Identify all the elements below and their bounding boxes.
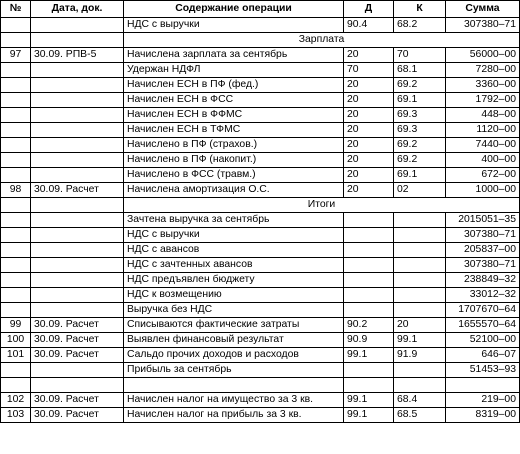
cell-description: Удержан НДФЛ <box>124 63 344 78</box>
cell-num <box>1 243 31 258</box>
cell-description: НДС с зачтенных авансов <box>124 258 344 273</box>
cell-sum: 219–00 <box>446 393 520 408</box>
table-row <box>1 303 520 318</box>
cell-num <box>1 78 31 93</box>
cell-sum: 7280–00 <box>446 63 520 78</box>
cell-date: 30.09. РПВ-5 <box>31 48 124 63</box>
cell-debit: 20 <box>344 183 394 198</box>
cell-sum <box>446 378 520 393</box>
cell-description: Сальдо прочих доходов и расходов <box>124 348 344 363</box>
cell-credit <box>394 258 446 273</box>
table-row <box>1 393 520 408</box>
header-num: № <box>1 1 31 18</box>
cell-sum: 448–00 <box>446 108 520 123</box>
table-row <box>1 63 520 78</box>
cell-date <box>31 138 124 153</box>
cell-debit <box>344 228 394 243</box>
table-row <box>1 318 520 333</box>
cell-description: Начислен ЕСН в ПФ (фед.) <box>124 78 344 93</box>
cell-debit <box>344 213 394 228</box>
cell-num <box>1 228 31 243</box>
cell-date: 30.09. Расчет <box>31 318 124 333</box>
cell-num <box>1 108 31 123</box>
cell-debit: 99.1 <box>344 348 394 363</box>
cell-sum: 646–07 <box>446 348 520 363</box>
table-row <box>1 123 520 138</box>
table-row <box>1 138 520 153</box>
cell-date <box>31 168 124 183</box>
cell-date <box>31 93 124 108</box>
cell-debit <box>344 273 394 288</box>
cell-empty <box>1 198 31 213</box>
cell-description: Начислен налог на прибыль за 3 кв. <box>124 408 344 423</box>
cell-credit <box>394 228 446 243</box>
cell-credit: 70 <box>394 48 446 63</box>
cell-credit: 69.2 <box>394 153 446 168</box>
cell-sum: 2015051–35 <box>446 213 520 228</box>
cell-debit <box>344 288 394 303</box>
cell-debit: 20 <box>344 138 394 153</box>
cell-sum: 1792–00 <box>446 93 520 108</box>
cell-credit <box>394 273 446 288</box>
cell-credit: 68.5 <box>394 408 446 423</box>
cell-description: Начислен налог на имущество за 3 кв. <box>124 393 344 408</box>
cell-debit <box>344 258 394 273</box>
cell-date: 30.09. Расчет <box>31 183 124 198</box>
cell-credit: 69.1 <box>394 93 446 108</box>
table-row <box>1 153 520 168</box>
cell-debit: 20 <box>344 48 394 63</box>
cell-debit: 90.4 <box>344 18 394 33</box>
cell-date <box>31 363 124 378</box>
cell-num: 101 <box>1 348 31 363</box>
cell-sum: 1120–00 <box>446 123 520 138</box>
cell-credit <box>394 363 446 378</box>
cell-description: НДС с выручки <box>124 228 344 243</box>
cell-sum: 307380–71 <box>446 228 520 243</box>
cell-empty <box>31 198 124 213</box>
cell-credit <box>394 288 446 303</box>
cell-date <box>31 243 124 258</box>
cell-num <box>1 138 31 153</box>
cell-num <box>1 258 31 273</box>
cell-description: Начислена амортизация О.С. <box>124 183 344 198</box>
cell-description: Начислена зарплата за сентябрь <box>124 48 344 63</box>
cell-sum: 56000–00 <box>446 48 520 63</box>
cell-sum: 400–00 <box>446 153 520 168</box>
table-row <box>1 213 520 228</box>
cell-credit: 02 <box>394 183 446 198</box>
cell-num: 103 <box>1 408 31 423</box>
cell-description: Начислен ЕСН в ТФМС <box>124 123 344 138</box>
cell-debit: 20 <box>344 78 394 93</box>
cell-num <box>1 288 31 303</box>
cell-sum: 7440–00 <box>446 138 520 153</box>
cell-empty <box>1 33 31 48</box>
section-title: Итоги <box>124 198 520 213</box>
cell-date <box>31 378 124 393</box>
cell-description: Начислено в ПФ (страхов.) <box>124 138 344 153</box>
cell-num <box>1 303 31 318</box>
cell-num <box>1 123 31 138</box>
cell-num <box>1 273 31 288</box>
cell-debit: 20 <box>344 168 394 183</box>
cell-date <box>31 123 124 138</box>
cell-num <box>1 378 31 393</box>
cell-debit: 20 <box>344 123 394 138</box>
cell-num: 99 <box>1 318 31 333</box>
cell-debit: 99.1 <box>344 408 394 423</box>
section-row <box>1 198 520 213</box>
cell-debit: 20 <box>344 108 394 123</box>
cell-date: 30.09. Расчет <box>31 408 124 423</box>
cell-date: 30.09. Расчет <box>31 393 124 408</box>
table-row <box>1 93 520 108</box>
cell-credit: 69.2 <box>394 78 446 93</box>
cell-sum: 3360–00 <box>446 78 520 93</box>
cell-num <box>1 63 31 78</box>
cell-date <box>31 78 124 93</box>
cell-num <box>1 168 31 183</box>
cell-num <box>1 93 31 108</box>
cell-debit: 99.1 <box>344 393 394 408</box>
cell-credit: 69.1 <box>394 168 446 183</box>
header-date: Дата, док. <box>31 1 124 18</box>
header-row <box>1 1 520 18</box>
cell-description: Начислен ЕСН в ФФМС <box>124 108 344 123</box>
table-row <box>1 183 520 198</box>
cell-date <box>31 18 124 33</box>
cell-credit <box>394 213 446 228</box>
cell-num: 97 <box>1 48 31 63</box>
cell-description: Начислено в ПФ (накопит.) <box>124 153 344 168</box>
cell-description: Выручка без НДС <box>124 303 344 318</box>
cell-credit: 69.3 <box>394 123 446 138</box>
cell-num <box>1 18 31 33</box>
table-row <box>1 333 520 348</box>
cell-num: 100 <box>1 333 31 348</box>
table-row <box>1 168 520 183</box>
cell-description: НДС предъявлен бюджету <box>124 273 344 288</box>
section-row <box>1 33 520 48</box>
cell-date <box>31 228 124 243</box>
cell-credit: 91.9 <box>394 348 446 363</box>
cell-description: Начислено в ФСС (травм.) <box>124 168 344 183</box>
cell-description: Начислен ЕСН в ФСС <box>124 93 344 108</box>
cell-description: Выявлен финансовый результат <box>124 333 344 348</box>
cell-sum: 8319–00 <box>446 408 520 423</box>
cell-debit: 90.9 <box>344 333 394 348</box>
cell-date <box>31 63 124 78</box>
header-sum: Сумма <box>446 1 520 18</box>
cell-date: 30.09. Расчет <box>31 333 124 348</box>
cell-date <box>31 213 124 228</box>
table-body <box>1 18 520 423</box>
cell-credit <box>394 303 446 318</box>
section-title: Зарплата <box>124 33 520 48</box>
cell-description: Зачтена выручка за сентябрь <box>124 213 344 228</box>
cell-description: Прибыль за сентябрь <box>124 363 344 378</box>
cell-date <box>31 108 124 123</box>
cell-date <box>31 303 124 318</box>
cell-credit <box>394 243 446 258</box>
cell-date: 30.09. Расчет <box>31 348 124 363</box>
cell-debit <box>344 378 394 393</box>
table-row <box>1 78 520 93</box>
cell-num <box>1 363 31 378</box>
table-row <box>1 258 520 273</box>
table-row <box>1 408 520 423</box>
cell-sum: 307380–71 <box>446 258 520 273</box>
cell-debit: 70 <box>344 63 394 78</box>
cell-debit <box>344 303 394 318</box>
cell-credit: 68.2 <box>394 18 446 33</box>
cell-debit <box>344 363 394 378</box>
header-description: Содержание операции <box>124 1 344 18</box>
cell-sum: 52100–00 <box>446 333 520 348</box>
cell-credit: 69.2 <box>394 138 446 153</box>
table-row <box>1 18 520 33</box>
cell-date <box>31 273 124 288</box>
cell-debit: 20 <box>344 153 394 168</box>
cell-empty <box>31 33 124 48</box>
table-row <box>1 348 520 363</box>
cell-credit <box>394 378 446 393</box>
cell-date <box>31 288 124 303</box>
cell-sum: 51453–93 <box>446 363 520 378</box>
cell-num <box>1 213 31 228</box>
cell-sum: 307380–71 <box>446 18 520 33</box>
cell-credit: 99.1 <box>394 333 446 348</box>
cell-credit: 20 <box>394 318 446 333</box>
table-row <box>1 363 520 378</box>
cell-description: НДС с выручки <box>124 18 344 33</box>
table-row <box>1 228 520 243</box>
cell-date <box>31 153 124 168</box>
cell-debit: 90.2 <box>344 318 394 333</box>
table-row <box>1 288 520 303</box>
cell-num: 102 <box>1 393 31 408</box>
cell-date <box>31 258 124 273</box>
cell-sum: 33012–32 <box>446 288 520 303</box>
cell-debit: 20 <box>344 93 394 108</box>
cell-num: 98 <box>1 183 31 198</box>
cell-sum: 1655570–64 <box>446 318 520 333</box>
cell-sum: 1000–00 <box>446 183 520 198</box>
cell-description <box>124 378 344 393</box>
cell-debit <box>344 243 394 258</box>
cell-description: НДС к возмещению <box>124 288 344 303</box>
cell-credit: 69.3 <box>394 108 446 123</box>
cell-sum: 672–00 <box>446 168 520 183</box>
table-row <box>1 378 520 393</box>
cell-sum: 238849–32 <box>446 273 520 288</box>
cell-credit: 68.1 <box>394 63 446 78</box>
cell-credit: 68.4 <box>394 393 446 408</box>
cell-num <box>1 153 31 168</box>
cell-sum: 1707670–64 <box>446 303 520 318</box>
cell-description: НДС с авансов <box>124 243 344 258</box>
header-debit: Д <box>344 1 394 18</box>
table-row <box>1 273 520 288</box>
table-row <box>1 48 520 63</box>
table-row <box>1 108 520 123</box>
table-row <box>1 243 520 258</box>
cell-description: Списываются фактические затраты <box>124 318 344 333</box>
header-credit: К <box>394 1 446 18</box>
cell-sum: 205837–00 <box>446 243 520 258</box>
